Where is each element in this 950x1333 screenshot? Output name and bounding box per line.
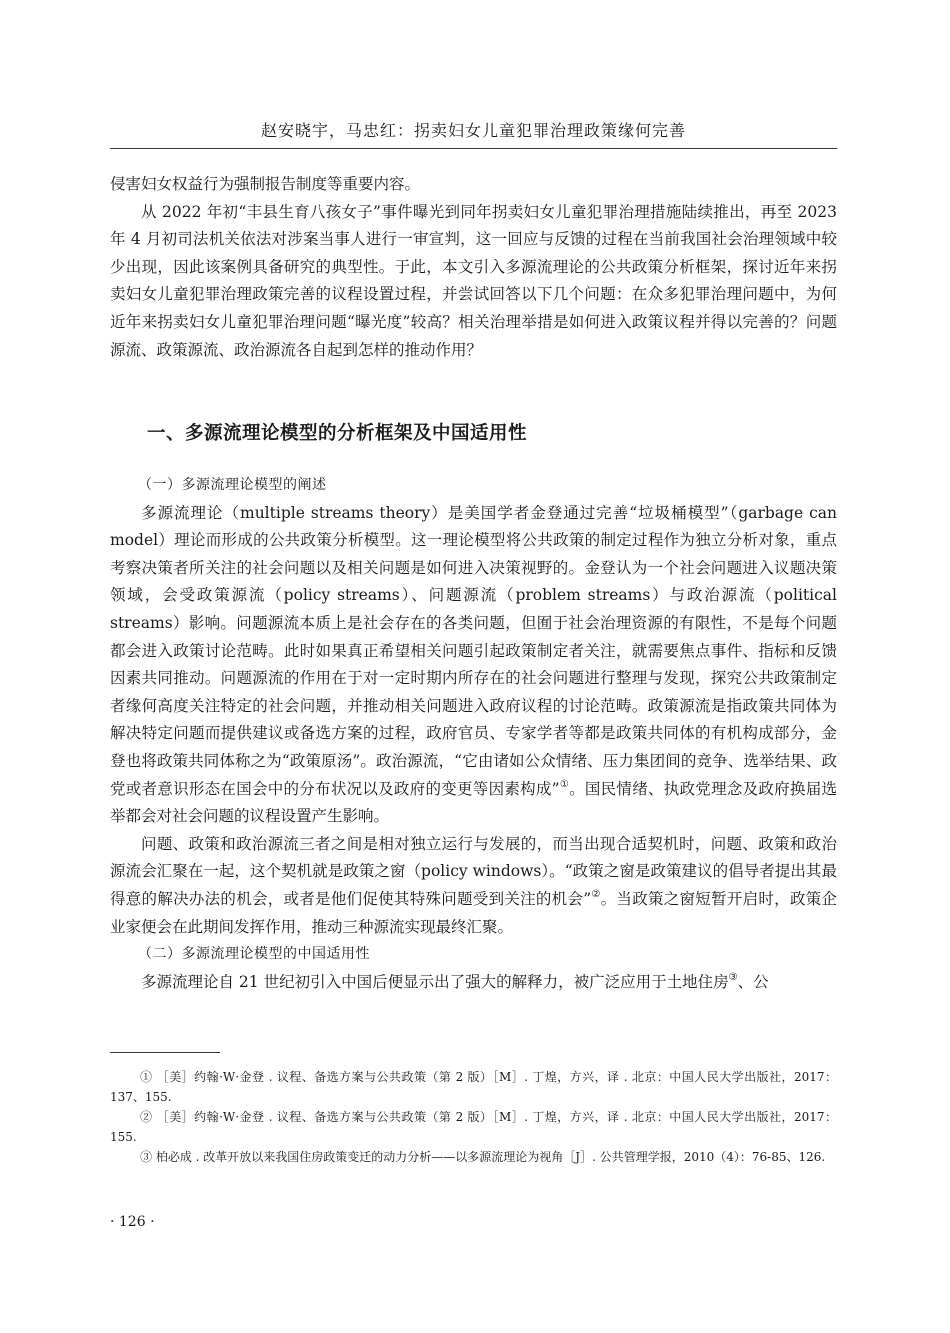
paragraph-5-text: 多源流理论自 21 世纪初引入中国后便显示出了强大的解释力，被广泛应用于土地住房 (141, 972, 729, 991)
footnote-ref-1[interactable]: ① (559, 778, 570, 790)
footnote-mark: ① (140, 1070, 153, 1084)
footnote-3 (110, 1148, 837, 1168)
footnotes (110, 1068, 837, 1169)
paragraph-3-tail: 。国民情绪、执政党理念及政府换届选举都会对社会问题的议程设置产生影响。 (110, 779, 837, 826)
header-rule (110, 148, 837, 149)
footnote-mark: ② (140, 1110, 153, 1124)
footnote-rule (110, 1052, 220, 1053)
subsection-heading-2: （二）多源流理论模型的中国适用性 (138, 946, 370, 963)
section-heading-1: 一、多源流理论模型的分析框架及中国适用性 (147, 423, 528, 444)
paragraph-5 (110, 969, 837, 997)
paragraph-4-text: 问题、政策和政治源流三者之间是相对独立运行与发展的，而当出现合适契机时，问题、政策和政治源流会汇聚在一起，这个契机就是政策之窗（policy windows）。“政策之窗是政策建议的倡导者提出其最得意的解决办法的机会，或者是他们促使其特殊问题受到关注的机会” (110, 834, 837, 908)
footnote-ref-3[interactable]: ③ (728, 971, 738, 983)
running-header: 赵安晓宇，马忠红：拐卖妇女儿童犯罪治理政策缘何完善 (260, 121, 686, 140)
section1-body (110, 472, 837, 996)
page-number: · 126 · (110, 1214, 155, 1230)
paragraph-4-tail: 。当政策之窗短暂开启时，政策企业家便会在此期间发挥作用，推动三种源流实现最终汇聚。 (110, 889, 837, 936)
footnote-text: ［美］约翰·W·金登 . 议程、备选方案与公共政策（第 2 版）［M］. 丁煌，方兴，译 . 北京：中国人民大学出版社，2017：137、155. (110, 1070, 837, 1104)
paragraph-4 (110, 831, 837, 941)
footnote-ref-2[interactable]: ② (591, 888, 601, 900)
intro-block (110, 171, 837, 364)
footnote-2 (110, 1108, 837, 1147)
footnote-1 (110, 1068, 837, 1107)
intro-paragraph-2: 从 2022 年初“丰县生育八孩女子”事件曝光到同年拐卖妇女儿童犯罪治理措施陆续推出，再至 2023 年 4 月初司法机关依法对涉案当事人进行一审宣判，这一回应与反馈的过程在当前我国社会治理领域中较少出现，因此该案例具备研究的典型性。于此，本文引入多源流理论的公共政策分析框架，探讨近年来拐卖妇女儿童犯罪治理政策完善的议程设置过程，并尝试回答以下几个问题：在众多犯罪治理问题中，为何近年来拐卖妇女儿童犯罪治理问题“曝光度”较高？相关治理举措是如何进入政策议程并得以完善的？问题源流、政策源流、政治源流各自起到怎样的推动作用？ (110, 202, 837, 359)
subsection-heading-1: （一）多源流理论模型的阐述 (138, 477, 327, 493)
paragraph-3-text: 多源流理论（multiple streams theory）是美国学者金登通过完善“垃圾桶模型”（garbage can model）理论而形成的公共政策分析模型。这一理论模型将公共政策的制定过程作为独立分析对象，重点考察决策者所关注的社会问题以及相关问题是如何进入决策视野的。金登认为一个社会问题进入议题决策领域，会受政策源流（policy streams）、问题源流（problem streams）与政治源流（political streams）影响。问题源流本质上是社会存在的各类问题，但囿于社会治理资源的有限性，不是每个问题都会进入政策讨论范畴。此时如果真正希望相关问题引起政策制定者关注，就需要焦点事件、指标和反馈因素共同推动。问题源流的作用在于对一定时期内所存在的社会问题进行整理与发现，探究公共政策制定者缘何高度关注特定的社会问题，并推动相关问题进入政府议程的讨论范畴。政策源流是指政策共同体为解决特定问题而提供建议或备选方案的过程，政府官员、专家学者等都是政策共同体的有机构成部分，金登也将政策共同体称之为“政策原汤”。政治源流，“它由诸如公众情绪、压力集团间的竞争、选举结果、政党或者意识形态在国会中的分布状况以及政府的变更等因素构成” (110, 503, 837, 798)
intro-paragraph-1: 侵害妇女权益行为强制报告制度等重要内容。 (110, 175, 421, 193)
paragraph-3 (110, 500, 837, 831)
footnote-text: ［美］约翰·W·金登 . 议程、备选方案与公共政策（第 2 版）［M］. 丁煌，方兴，译 . 北京：中国人民大学出版社，2017：155. (110, 1110, 837, 1144)
footnote-text: 柏必成 . 改革开放以来我国住房政策变迁的动力分析——以多源流理论为视角［J］. 公共管理学报，2010（4）：76-85、126. (155, 1150, 826, 1164)
footnote-mark: ③ (140, 1150, 153, 1164)
paragraph-5-tail: 、公 (737, 972, 769, 991)
